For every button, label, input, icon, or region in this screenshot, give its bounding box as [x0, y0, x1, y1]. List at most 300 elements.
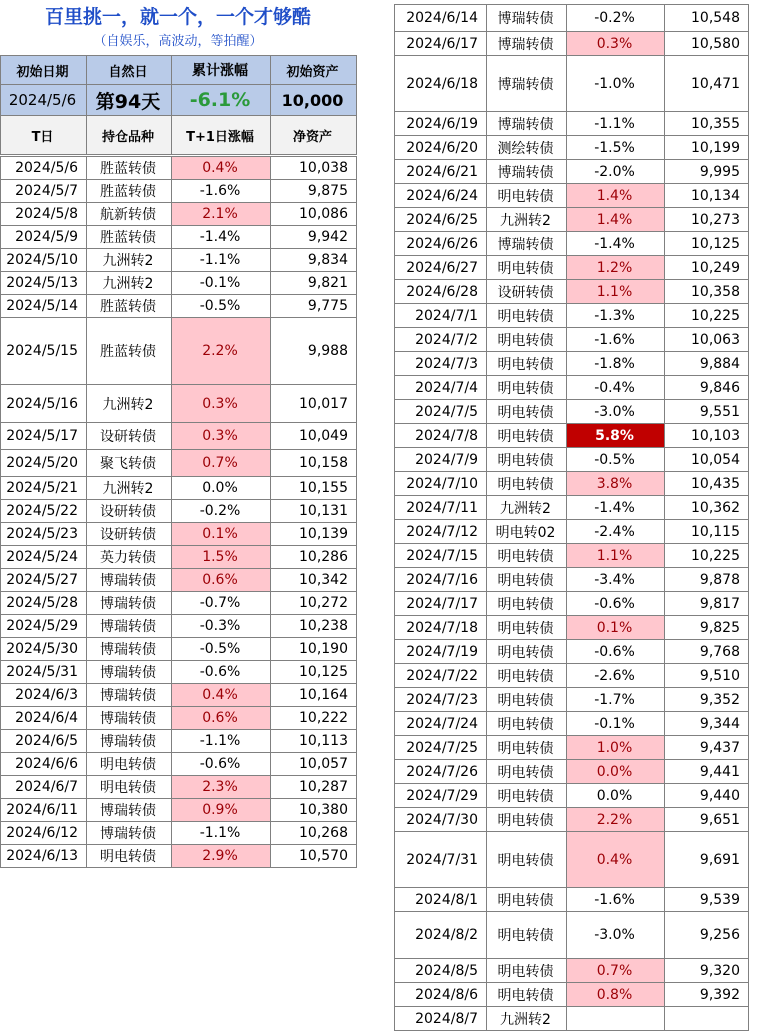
holding-cell: 明电转债 [487, 304, 567, 328]
change-cell: 1.1% [567, 280, 665, 304]
nav-cell: 10,054 [665, 448, 749, 472]
date-cell: 2024/5/23 [1, 523, 87, 546]
date-cell: 2024/7/26 [395, 760, 487, 784]
table-row [395, 640, 749, 664]
change-cell: 0.0% [172, 477, 271, 500]
date-cell: 2024/7/19 [395, 640, 487, 664]
holding-cell: 明电转债 [487, 784, 567, 808]
table-row [395, 184, 749, 208]
change-cell: 2.3% [172, 776, 271, 799]
holding-cell: 胜蓝转债 [87, 295, 172, 318]
nav-cell: 10,038 [271, 157, 357, 180]
nav-cell: 9,392 [665, 983, 749, 1007]
holding-cell: 博瑞转债 [487, 232, 567, 256]
holding-cell: 明电转债 [487, 376, 567, 400]
change-cell: -1.6% [567, 328, 665, 352]
holding-cell: 明电转债 [487, 912, 567, 959]
holding-cell: 明电转债 [87, 753, 172, 776]
nav-cell: 9,256 [665, 912, 749, 959]
date-cell: 2024/7/2 [395, 328, 487, 352]
holding-cell: 胜蓝转债 [87, 226, 172, 249]
nav-cell: 10,115 [665, 520, 749, 544]
nav-cell: 9,344 [665, 712, 749, 736]
date-cell: 2024/6/25 [395, 208, 487, 232]
holding-cell: 明电转债 [487, 400, 567, 424]
table-row [395, 544, 749, 568]
date-cell: 2024/7/17 [395, 592, 487, 616]
table-row [1, 226, 357, 249]
nav-cell: 10,155 [271, 477, 357, 500]
col-header-holding: 持仓品种 [87, 116, 172, 155]
holding-cell: 明电转债 [487, 544, 567, 568]
change-cell: 2.2% [172, 318, 271, 385]
change-cell: 0.3% [172, 385, 271, 423]
change-cell: -0.5% [567, 448, 665, 472]
table-row [395, 712, 749, 736]
sheet-subtitle: （自娱乐，高波动，等拍醒） [93, 34, 263, 49]
right-position-table [394, 4, 749, 1031]
date-cell: 2024/7/16 [395, 568, 487, 592]
label-initial-assets: 初始资产 [271, 56, 357, 85]
table-row [395, 736, 749, 760]
change-cell: 3.8% [567, 472, 665, 496]
change-cell: -1.5% [567, 136, 665, 160]
change-cell: 2.2% [567, 808, 665, 832]
change-cell: -1.6% [567, 888, 665, 912]
change-cell: 0.1% [172, 523, 271, 546]
nav-cell: 10,199 [665, 136, 749, 160]
nav-cell: 9,775 [271, 295, 357, 318]
table-row [395, 232, 749, 256]
change-cell: -0.6% [567, 592, 665, 616]
holding-cell: 博瑞转债 [87, 730, 172, 753]
nav-cell: 9,539 [665, 888, 749, 912]
holding-cell: 博瑞转债 [87, 684, 172, 707]
table-row [395, 256, 749, 280]
holding-cell: 博瑞转债 [487, 160, 567, 184]
holding-cell: 博瑞转债 [87, 592, 172, 615]
change-cell: -0.1% [567, 712, 665, 736]
date-cell: 2024/5/9 [1, 226, 87, 249]
holding-cell: 明电转债 [487, 832, 567, 888]
table-row [395, 760, 749, 784]
holding-cell: 明电转债 [487, 760, 567, 784]
holding-cell: 英力转债 [87, 546, 172, 569]
nav-cell: 9,320 [665, 959, 749, 983]
holding-cell: 明电转债 [487, 616, 567, 640]
label-cum-change: 累计涨幅 [172, 56, 271, 85]
holding-cell: 明电转债 [87, 845, 172, 868]
nav-cell: 10,238 [271, 615, 357, 638]
holding-cell: 航新转债 [87, 203, 172, 226]
holding-cell: 设研转债 [487, 280, 567, 304]
date-cell: 2024/6/18 [395, 56, 487, 112]
nav-cell: 10,249 [665, 256, 749, 280]
date-cell: 2024/5/28 [1, 592, 87, 615]
table-row [1, 569, 357, 592]
start-date-value: 2024/5/6 [1, 85, 87, 116]
change-cell: 1.1% [567, 544, 665, 568]
change-cell: 0.4% [567, 832, 665, 888]
table-row [395, 56, 749, 112]
table-row [1, 500, 357, 523]
col-header-nav: 净资产 [271, 116, 357, 155]
nav-cell: 9,988 [271, 318, 357, 385]
holding-cell: 博瑞转债 [87, 638, 172, 661]
label-natural-day: 自然日 [87, 56, 172, 85]
date-cell: 2024/6/19 [395, 112, 487, 136]
date-cell: 2024/8/7 [395, 1007, 487, 1031]
change-cell: -1.0% [567, 56, 665, 112]
change-cell: 2.1% [172, 203, 271, 226]
date-cell: 2024/7/10 [395, 472, 487, 496]
table-row [1, 684, 357, 707]
change-cell: 0.1% [567, 616, 665, 640]
date-cell: 2024/5/15 [1, 318, 87, 385]
date-cell: 2024/5/22 [1, 500, 87, 523]
date-cell: 2024/7/31 [395, 832, 487, 888]
nav-cell: 9,551 [665, 400, 749, 424]
nav-cell: 9,846 [665, 376, 749, 400]
nav-cell: 9,510 [665, 664, 749, 688]
table-row [395, 496, 749, 520]
nav-cell: 10,272 [271, 592, 357, 615]
nav-cell: 9,352 [665, 688, 749, 712]
date-cell: 2024/6/20 [395, 136, 487, 160]
change-cell: 1.4% [567, 184, 665, 208]
table-row [1, 822, 357, 845]
table-row [395, 808, 749, 832]
table-row [1, 203, 357, 226]
nav-cell: 10,225 [665, 304, 749, 328]
table-row [395, 112, 749, 136]
holding-cell: 明电转02 [487, 520, 567, 544]
table-row [395, 520, 749, 544]
table-row [1, 845, 357, 868]
date-cell: 2024/5/6 [1, 157, 87, 180]
change-cell: -0.1% [172, 272, 271, 295]
table-row [395, 912, 749, 959]
date-cell: 2024/6/4 [1, 707, 87, 730]
table-row [1, 707, 357, 730]
holding-cell: 明电转债 [487, 736, 567, 760]
date-cell: 2024/7/25 [395, 736, 487, 760]
nav-cell: 9,995 [665, 160, 749, 184]
nav-cell: 9,691 [665, 832, 749, 888]
table-row [395, 983, 749, 1007]
change-cell: -0.2% [172, 500, 271, 523]
holding-cell: 博瑞转债 [87, 661, 172, 684]
table-row [395, 888, 749, 912]
holding-cell: 明电转债 [487, 688, 567, 712]
nav-cell: 10,057 [271, 753, 357, 776]
nav-cell: 10,358 [665, 280, 749, 304]
change-cell: 0.8% [567, 983, 665, 1007]
nav-cell: 10,287 [271, 776, 357, 799]
table-row [395, 328, 749, 352]
table-row [395, 32, 749, 56]
change-cell: -1.3% [567, 304, 665, 328]
table-row [1, 776, 357, 799]
date-cell: 2024/7/4 [395, 376, 487, 400]
nav-cell: 10,049 [271, 423, 357, 450]
table-row [1, 450, 357, 477]
holding-cell: 设研转债 [87, 423, 172, 450]
nav-cell: 10,548 [665, 5, 749, 32]
date-cell: 2024/7/22 [395, 664, 487, 688]
date-cell: 2024/8/2 [395, 912, 487, 959]
change-cell: -1.1% [567, 112, 665, 136]
nav-cell: 10,063 [665, 328, 749, 352]
change-cell: 1.5% [172, 546, 271, 569]
nav-cell: 9,651 [665, 808, 749, 832]
nav-cell: 9,768 [665, 640, 749, 664]
change-cell: -2.6% [567, 664, 665, 688]
holding-cell: 明电转债 [487, 959, 567, 983]
change-cell: 0.0% [567, 784, 665, 808]
change-cell: -1.4% [172, 226, 271, 249]
date-cell: 2024/7/8 [395, 424, 487, 448]
change-cell: -3.4% [567, 568, 665, 592]
holding-cell: 博瑞转债 [87, 615, 172, 638]
table-row [395, 616, 749, 640]
nav-cell: 10,158 [271, 450, 357, 477]
change-cell: -1.6% [172, 180, 271, 203]
change-cell: -1.4% [567, 496, 665, 520]
holding-cell: 胜蓝转债 [87, 157, 172, 180]
change-cell: -0.6% [172, 753, 271, 776]
table-row [395, 208, 749, 232]
change-cell: 0.6% [172, 707, 271, 730]
change-cell: 1.2% [567, 256, 665, 280]
table-row [395, 376, 749, 400]
holding-cell: 明电转债 [487, 256, 567, 280]
date-cell: 2024/6/17 [395, 32, 487, 56]
nav-cell: 10,580 [665, 32, 749, 56]
nav-cell: 10,362 [665, 496, 749, 520]
table-row [395, 832, 749, 888]
change-cell: -1.1% [172, 730, 271, 753]
holding-cell: 明电转债 [487, 448, 567, 472]
nav-cell: 9,441 [665, 760, 749, 784]
nav-cell: 10,342 [271, 569, 357, 592]
date-cell: 2024/8/5 [395, 959, 487, 983]
nav-cell: 9,437 [665, 736, 749, 760]
date-cell: 2024/7/30 [395, 808, 487, 832]
nav-cell: 10,017 [271, 385, 357, 423]
date-cell: 2024/6/6 [1, 753, 87, 776]
date-cell: 2024/6/26 [395, 232, 487, 256]
column-header-row [1, 116, 357, 155]
change-cell: -0.6% [567, 640, 665, 664]
change-cell: -1.8% [567, 352, 665, 376]
nav-cell: 10,134 [665, 184, 749, 208]
table-row [395, 959, 749, 983]
table-row [1, 730, 357, 753]
table-row [1, 157, 357, 180]
date-cell: 2024/6/13 [1, 845, 87, 868]
holding-cell: 博瑞转债 [87, 822, 172, 845]
table-row [395, 424, 749, 448]
table-row [1, 753, 357, 776]
left-position-table [0, 156, 357, 868]
date-cell: 2024/6/11 [1, 799, 87, 822]
date-cell: 2024/5/21 [1, 477, 87, 500]
date-cell: 2024/7/1 [395, 304, 487, 328]
change-cell: 0.3% [172, 423, 271, 450]
table-row [395, 136, 749, 160]
table-row [395, 664, 749, 688]
date-cell: 2024/5/20 [1, 450, 87, 477]
change-cell: 5.8% [567, 424, 665, 448]
change-cell: 0.3% [567, 32, 665, 56]
holding-cell: 胜蓝转债 [87, 180, 172, 203]
nav-cell: 10,103 [665, 424, 749, 448]
nav-cell: 10,125 [665, 232, 749, 256]
date-cell: 2024/8/6 [395, 983, 487, 1007]
change-cell: -0.7% [172, 592, 271, 615]
date-cell: 2024/5/8 [1, 203, 87, 226]
holding-cell: 九洲转2 [487, 1007, 567, 1031]
date-cell: 2024/7/5 [395, 400, 487, 424]
table-row [395, 784, 749, 808]
table-row [1, 295, 357, 318]
holding-cell: 明电转债 [487, 664, 567, 688]
summary-value-row [1, 85, 357, 116]
date-cell: 2024/7/12 [395, 520, 487, 544]
date-cell: 2024/7/29 [395, 784, 487, 808]
change-cell: 0.7% [172, 450, 271, 477]
date-cell: 2024/6/28 [395, 280, 487, 304]
date-cell: 2024/5/7 [1, 180, 87, 203]
nav-cell: 10,570 [271, 845, 357, 868]
change-cell: 0.4% [172, 684, 271, 707]
holding-cell: 胜蓝转债 [87, 318, 172, 385]
nav-cell [665, 1007, 749, 1031]
date-cell: 2024/7/3 [395, 352, 487, 376]
table-row [395, 352, 749, 376]
change-cell: -2.4% [567, 520, 665, 544]
holding-cell: 明电转债 [487, 472, 567, 496]
holding-cell: 明电转债 [487, 184, 567, 208]
nav-cell: 10,131 [271, 500, 357, 523]
holding-cell: 博瑞转债 [487, 56, 567, 112]
col-header-change: T+1日涨幅 [172, 116, 271, 155]
date-cell: 2024/7/15 [395, 544, 487, 568]
date-cell: 2024/6/24 [395, 184, 487, 208]
date-cell: 2024/6/21 [395, 160, 487, 184]
change-cell: 0.0% [567, 760, 665, 784]
holding-cell: 博瑞转债 [87, 799, 172, 822]
holding-cell: 明电转债 [487, 712, 567, 736]
change-cell: -1.1% [172, 822, 271, 845]
change-cell: -3.0% [567, 912, 665, 959]
holding-cell: 九洲转2 [87, 272, 172, 295]
nav-cell: 9,821 [271, 272, 357, 295]
nav-cell: 10,286 [271, 546, 357, 569]
table-row [1, 546, 357, 569]
nav-cell: 9,884 [665, 352, 749, 376]
change-cell: 0.7% [567, 959, 665, 983]
change-cell: 0.6% [172, 569, 271, 592]
change-cell: 1.0% [567, 736, 665, 760]
table-row [395, 5, 749, 32]
date-cell: 2024/7/23 [395, 688, 487, 712]
nav-cell: 10,268 [271, 822, 357, 845]
date-cell: 2024/8/1 [395, 888, 487, 912]
table-row [395, 592, 749, 616]
date-cell: 2024/5/27 [1, 569, 87, 592]
nav-cell: 9,878 [665, 568, 749, 592]
date-cell: 2024/5/13 [1, 272, 87, 295]
table-row [1, 318, 357, 385]
holding-cell: 明电转债 [487, 808, 567, 832]
nav-cell: 10,222 [271, 707, 357, 730]
table-row [395, 448, 749, 472]
table-row [1, 249, 357, 272]
change-cell: -1.4% [567, 232, 665, 256]
change-cell: -3.0% [567, 400, 665, 424]
change-cell: -1.1% [172, 249, 271, 272]
holding-cell: 设研转债 [87, 500, 172, 523]
nav-cell: 10,125 [271, 661, 357, 684]
holding-cell: 明电转债 [487, 592, 567, 616]
date-cell: 2024/5/30 [1, 638, 87, 661]
change-cell: -1.7% [567, 688, 665, 712]
holding-cell: 博瑞转债 [87, 569, 172, 592]
holding-cell: 九洲转2 [487, 496, 567, 520]
change-cell: -2.0% [567, 160, 665, 184]
change-cell: -0.5% [172, 295, 271, 318]
nav-cell: 10,225 [665, 544, 749, 568]
cum-change-value: -6.1% [172, 85, 271, 116]
holding-cell: 明电转债 [487, 352, 567, 376]
holding-cell: 设研转债 [87, 523, 172, 546]
table-row [1, 423, 357, 450]
holding-cell: 明电转债 [487, 983, 567, 1007]
date-cell: 2024/7/24 [395, 712, 487, 736]
sheet-title: 百里挑一，就一个，一个才够酷 [44, 6, 311, 28]
holding-cell: 九洲转2 [87, 249, 172, 272]
date-cell: 2024/5/24 [1, 546, 87, 569]
change-cell [567, 1007, 665, 1031]
nav-cell: 9,825 [665, 616, 749, 640]
holding-cell: 博瑞转债 [487, 5, 567, 32]
change-cell: -0.6% [172, 661, 271, 684]
table-row [1, 180, 357, 203]
holding-cell: 九洲转2 [87, 385, 172, 423]
nav-cell: 9,834 [271, 249, 357, 272]
date-cell: 2024/5/14 [1, 295, 87, 318]
change-cell: 0.9% [172, 799, 271, 822]
change-cell: -0.3% [172, 615, 271, 638]
table-row [1, 592, 357, 615]
nav-cell: 9,942 [271, 226, 357, 249]
table-row [395, 160, 749, 184]
change-cell: 2.9% [172, 845, 271, 868]
summary-label-row [1, 56, 357, 85]
holding-cell: 九洲转2 [487, 208, 567, 232]
nav-cell: 10,471 [665, 56, 749, 112]
nav-cell: 10,113 [271, 730, 357, 753]
holding-cell: 明电转债 [487, 640, 567, 664]
change-cell: -0.2% [567, 5, 665, 32]
change-cell: -0.5% [172, 638, 271, 661]
col-header-date: T日 [1, 116, 87, 155]
date-cell: 2024/6/3 [1, 684, 87, 707]
holding-cell: 明电转债 [487, 328, 567, 352]
table-row [395, 472, 749, 496]
